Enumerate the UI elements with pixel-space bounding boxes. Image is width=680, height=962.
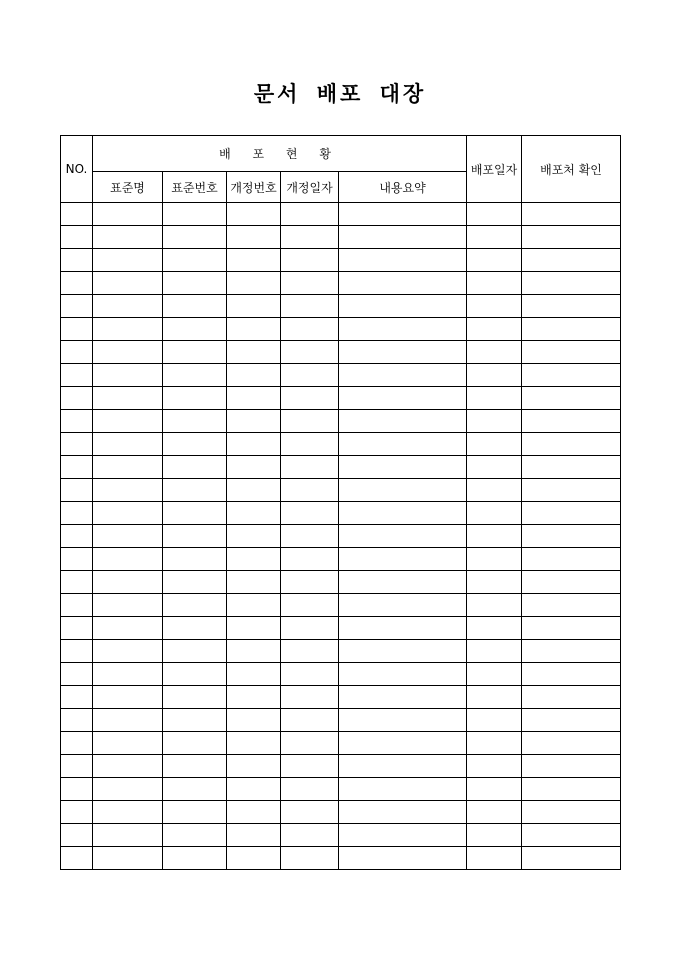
standard-number-cell[interactable]: [163, 295, 227, 318]
table-row: [61, 433, 621, 456]
standard-number-header: 표준번호: [163, 172, 227, 203]
revision-date-cell[interactable]: [281, 709, 339, 732]
standard-number-cell[interactable]: [163, 249, 227, 272]
revision-date-cell[interactable]: [281, 525, 339, 548]
standard-name-cell[interactable]: [93, 410, 163, 433]
revision-number-cell[interactable]: [227, 479, 281, 502]
recipient-confirm-cell[interactable]: [522, 617, 621, 640]
recipient-confirm-cell[interactable]: [522, 755, 621, 778]
page-title: 문서 배포 대장: [253, 81, 427, 106]
revision-date-cell[interactable]: [281, 364, 339, 387]
ledger-body: [61, 203, 621, 870]
standard-name-cell[interactable]: [93, 824, 163, 847]
standard-number-cell[interactable]: [163, 525, 227, 548]
standard-number-cell[interactable]: [163, 203, 227, 226]
revision-number-cell[interactable]: [227, 387, 281, 410]
distribution-date-cell[interactable]: [467, 824, 522, 847]
standard-number-cell[interactable]: [163, 341, 227, 364]
content-summary-cell[interactable]: [339, 364, 467, 387]
recipient-confirm-cell[interactable]: [522, 318, 621, 341]
table-row: [61, 663, 621, 686]
recipient-confirm-cell[interactable]: [522, 640, 621, 663]
recipient-confirm-cell[interactable]: [522, 709, 621, 732]
revision-date-cell[interactable]: [281, 847, 339, 870]
recipient-confirm-cell[interactable]: [522, 203, 621, 226]
revision-number-cell[interactable]: [227, 502, 281, 525]
no-cell[interactable]: [61, 663, 93, 686]
standard-number-cell[interactable]: [163, 755, 227, 778]
recipient-confirm-cell[interactable]: [522, 686, 621, 709]
distribution-date-cell[interactable]: [467, 364, 522, 387]
no-cell[interactable]: [61, 295, 93, 318]
table-row: [61, 732, 621, 755]
standard-name-cell[interactable]: [93, 502, 163, 525]
revision-number-cell[interactable]: [227, 663, 281, 686]
standard-number-cell[interactable]: [163, 778, 227, 801]
revision-date-cell[interactable]: [281, 594, 339, 617]
no-cell[interactable]: [61, 525, 93, 548]
standard-number-cell[interactable]: [163, 502, 227, 525]
recipient-confirm-cell[interactable]: [522, 824, 621, 847]
recipient-confirm-cell[interactable]: [522, 548, 621, 571]
distribution-date-cell[interactable]: [467, 295, 522, 318]
standard-number-cell[interactable]: [163, 801, 227, 824]
distribution-date-cell[interactable]: [467, 709, 522, 732]
revision-number-cell[interactable]: [227, 548, 281, 571]
table-row: [61, 456, 621, 479]
revision-number-cell[interactable]: [227, 847, 281, 870]
recipient-confirm-cell[interactable]: [522, 341, 621, 364]
standard-name-cell[interactable]: [93, 525, 163, 548]
no-cell[interactable]: [61, 433, 93, 456]
table-row: [61, 571, 621, 594]
distribution-date-cell[interactable]: [467, 617, 522, 640]
standard-number-cell[interactable]: [163, 387, 227, 410]
distribution-date-cell[interactable]: [467, 410, 522, 433]
table-row: [61, 387, 621, 410]
standard-number-cell[interactable]: [163, 226, 227, 249]
no-cell[interactable]: [61, 686, 93, 709]
recipient-confirm-cell[interactable]: [522, 249, 621, 272]
standard-number-cell[interactable]: [163, 824, 227, 847]
content-summary-cell[interactable]: [339, 410, 467, 433]
standard-number-cell[interactable]: [163, 456, 227, 479]
revision-date-cell[interactable]: [281, 640, 339, 663]
distribution-date-cell[interactable]: [467, 502, 522, 525]
distribution-date-cell[interactable]: [467, 571, 522, 594]
content-summary-cell[interactable]: [339, 249, 467, 272]
no-cell[interactable]: [61, 617, 93, 640]
distribution-date-cell[interactable]: [467, 640, 522, 663]
distribution-date-cell[interactable]: [467, 663, 522, 686]
recipient-confirm-cell[interactable]: [522, 410, 621, 433]
distribution-date-cell[interactable]: [467, 479, 522, 502]
revision-number-cell[interactable]: [227, 801, 281, 824]
revision-number-cell[interactable]: [227, 456, 281, 479]
no-cell[interactable]: [61, 755, 93, 778]
content-summary-header: 내용요약: [339, 172, 467, 203]
no-cell[interactable]: [61, 548, 93, 571]
revision-number-cell[interactable]: [227, 732, 281, 755]
revision-date-cell[interactable]: [281, 433, 339, 456]
revision-number-cell[interactable]: [227, 410, 281, 433]
recipient-confirm-cell[interactable]: [522, 594, 621, 617]
standard-name-cell[interactable]: [93, 755, 163, 778]
no-cell[interactable]: [61, 847, 93, 870]
distribution-date-cell[interactable]: [467, 226, 522, 249]
standard-number-cell[interactable]: [163, 410, 227, 433]
revision-date-cell[interactable]: [281, 755, 339, 778]
standard-name-cell[interactable]: [93, 272, 163, 295]
table-row: [61, 755, 621, 778]
content-summary-cell[interactable]: [339, 295, 467, 318]
content-summary-cell[interactable]: [339, 640, 467, 663]
revision-number-cell[interactable]: [227, 686, 281, 709]
revision-date-cell[interactable]: [281, 824, 339, 847]
content-summary-cell[interactable]: [339, 732, 467, 755]
revision-number-cell[interactable]: [227, 203, 281, 226]
content-summary-cell[interactable]: [339, 709, 467, 732]
standard-name-cell[interactable]: [93, 617, 163, 640]
table-row: [61, 203, 621, 226]
standard-number-cell[interactable]: [163, 272, 227, 295]
table-row: [61, 364, 621, 387]
recipient-confirm-cell[interactable]: [522, 272, 621, 295]
no-cell[interactable]: [61, 364, 93, 387]
revision-date-cell[interactable]: [281, 778, 339, 801]
recipient-confirm-cell[interactable]: [522, 525, 621, 548]
no-cell[interactable]: [61, 571, 93, 594]
standard-number-cell[interactable]: [163, 709, 227, 732]
recipient-confirm-cell[interactable]: [522, 663, 621, 686]
standard-number-cell[interactable]: [163, 686, 227, 709]
standard-name-cell[interactable]: [93, 778, 163, 801]
content-summary-cell[interactable]: [339, 433, 467, 456]
standard-number-cell[interactable]: [163, 571, 227, 594]
recipient-confirm-cell[interactable]: [522, 847, 621, 870]
content-summary-cell[interactable]: [339, 571, 467, 594]
no-cell[interactable]: [61, 249, 93, 272]
table-row: [61, 617, 621, 640]
content-summary-cell[interactable]: [339, 226, 467, 249]
revision-number-header: 개정번호: [227, 172, 281, 203]
table-row: [61, 249, 621, 272]
table-row: [61, 778, 621, 801]
no-cell[interactable]: [61, 341, 93, 364]
content-summary-cell[interactable]: [339, 617, 467, 640]
content-summary-cell[interactable]: [339, 594, 467, 617]
revision-date-cell[interactable]: [281, 387, 339, 410]
table-row: [61, 709, 621, 732]
revision-number-cell[interactable]: [227, 755, 281, 778]
distribution-date-cell[interactable]: [467, 433, 522, 456]
standard-number-cell[interactable]: [163, 732, 227, 755]
standard-number-cell[interactable]: [163, 433, 227, 456]
revision-date-cell[interactable]: [281, 410, 339, 433]
standard-number-cell[interactable]: [163, 847, 227, 870]
distribution-date-cell[interactable]: [467, 755, 522, 778]
standard-number-cell[interactable]: [163, 594, 227, 617]
standard-number-cell[interactable]: [163, 640, 227, 663]
distribution-date-cell[interactable]: [467, 341, 522, 364]
revision-number-cell[interactable]: [227, 295, 281, 318]
revision-date-cell[interactable]: [281, 272, 339, 295]
no-cell[interactable]: [61, 778, 93, 801]
distribution-date-cell[interactable]: [467, 203, 522, 226]
content-summary-cell[interactable]: [339, 525, 467, 548]
table-row: [61, 640, 621, 663]
standard-name-cell[interactable]: [93, 433, 163, 456]
revision-date-cell[interactable]: [281, 686, 339, 709]
content-summary-cell[interactable]: [339, 755, 467, 778]
no-cell[interactable]: [61, 203, 93, 226]
revision-number-cell[interactable]: [227, 640, 281, 663]
revision-number-cell[interactable]: [227, 617, 281, 640]
no-cell[interactable]: [61, 640, 93, 663]
content-summary-cell[interactable]: [339, 663, 467, 686]
no-cell[interactable]: [61, 226, 93, 249]
content-summary-cell[interactable]: [339, 272, 467, 295]
revision-date-cell[interactable]: [281, 203, 339, 226]
recipient-confirm-cell[interactable]: [522, 479, 621, 502]
standard-name-cell[interactable]: [93, 479, 163, 502]
no-cell[interactable]: [61, 732, 93, 755]
distribution-date-cell[interactable]: [467, 778, 522, 801]
table-row: [61, 410, 621, 433]
no-cell[interactable]: [61, 456, 93, 479]
revision-date-cell[interactable]: [281, 732, 339, 755]
standard-name-cell[interactable]: [93, 203, 163, 226]
standard-name-cell[interactable]: [93, 364, 163, 387]
table-row: [61, 479, 621, 502]
table-row: [61, 272, 621, 295]
revision-number-cell[interactable]: [227, 249, 281, 272]
distribution-date-cell[interactable]: [467, 847, 522, 870]
distribution-date-cell[interactable]: [467, 249, 522, 272]
standard-number-cell[interactable]: [163, 617, 227, 640]
standard-number-cell[interactable]: [163, 548, 227, 571]
revision-number-cell[interactable]: [227, 433, 281, 456]
revision-number-cell[interactable]: [227, 341, 281, 364]
standard-name-cell[interactable]: [93, 295, 163, 318]
revision-date-header: 개정일자: [281, 172, 339, 203]
table-row: [61, 502, 621, 525]
revision-number-cell[interactable]: [227, 594, 281, 617]
no-cell[interactable]: [61, 502, 93, 525]
content-summary-cell[interactable]: [339, 387, 467, 410]
table-row: [61, 847, 621, 870]
standard-number-cell[interactable]: [163, 364, 227, 387]
standard-number-cell[interactable]: [163, 479, 227, 502]
table-row: [61, 226, 621, 249]
standard-name-cell[interactable]: [93, 847, 163, 870]
revision-number-cell[interactable]: [227, 364, 281, 387]
recipient-confirm-cell[interactable]: [522, 226, 621, 249]
standard-number-cell[interactable]: [163, 663, 227, 686]
distribution-status-header: 배 포 현 황: [93, 136, 467, 172]
recipient-confirm-cell[interactable]: [522, 387, 621, 410]
recipient-confirm-cell[interactable]: [522, 295, 621, 318]
no-cell[interactable]: [61, 387, 93, 410]
revision-date-cell[interactable]: [281, 571, 339, 594]
content-summary-cell[interactable]: [339, 778, 467, 801]
table-row: [61, 801, 621, 824]
distribution-date-cell[interactable]: [467, 686, 522, 709]
standard-name-cell[interactable]: [93, 226, 163, 249]
no-cell[interactable]: [61, 594, 93, 617]
standard-name-cell[interactable]: [93, 640, 163, 663]
revision-date-cell[interactable]: [281, 226, 339, 249]
standard-number-cell[interactable]: [163, 318, 227, 341]
revision-number-cell[interactable]: [227, 318, 281, 341]
table-row: [61, 318, 621, 341]
no-cell[interactable]: [61, 479, 93, 502]
recipient-confirm-cell[interactable]: [522, 801, 621, 824]
table-row: [61, 824, 621, 847]
distribution-date-cell[interactable]: [467, 801, 522, 824]
content-summary-cell[interactable]: [339, 341, 467, 364]
distribution-ledger-table: [60, 135, 621, 870]
content-summary-cell[interactable]: [339, 686, 467, 709]
content-summary-cell[interactable]: [339, 824, 467, 847]
revision-date-cell[interactable]: [281, 341, 339, 364]
recipient-confirm-cell[interactable]: [522, 456, 621, 479]
distribution-date-cell[interactable]: [467, 594, 522, 617]
recipient-confirm-cell[interactable]: [522, 732, 621, 755]
standard-name-cell[interactable]: [93, 801, 163, 824]
recipient-confirm-cell[interactable]: [522, 433, 621, 456]
revision-number-cell[interactable]: [227, 778, 281, 801]
revision-date-cell[interactable]: [281, 318, 339, 341]
table-row: [61, 341, 621, 364]
content-summary-cell[interactable]: [339, 801, 467, 824]
content-summary-cell[interactable]: [339, 502, 467, 525]
distribution-date-header: 배포일자: [467, 136, 522, 203]
content-summary-cell[interactable]: [339, 203, 467, 226]
standard-name-cell[interactable]: [93, 318, 163, 341]
recipient-confirm-cell[interactable]: [522, 571, 621, 594]
standard-name-cell[interactable]: [93, 387, 163, 410]
distribution-date-cell[interactable]: [467, 318, 522, 341]
revision-date-cell[interactable]: [281, 617, 339, 640]
distribution-date-cell[interactable]: [467, 456, 522, 479]
no-header: NO.: [61, 136, 93, 203]
distribution-date-cell[interactable]: [467, 525, 522, 548]
revision-date-cell[interactable]: [281, 249, 339, 272]
revision-date-cell[interactable]: [281, 801, 339, 824]
distribution-date-cell[interactable]: [467, 548, 522, 571]
no-cell[interactable]: [61, 410, 93, 433]
revision-date-cell[interactable]: [281, 295, 339, 318]
no-cell[interactable]: [61, 318, 93, 341]
standard-name-cell[interactable]: [93, 732, 163, 755]
revision-number-cell[interactable]: [227, 824, 281, 847]
revision-date-cell[interactable]: [281, 456, 339, 479]
revision-number-cell[interactable]: [227, 571, 281, 594]
no-cell[interactable]: [61, 801, 93, 824]
revision-number-cell[interactable]: [227, 226, 281, 249]
revision-date-cell[interactable]: [281, 479, 339, 502]
standard-name-cell[interactable]: [93, 548, 163, 571]
no-cell[interactable]: [61, 709, 93, 732]
distribution-date-cell[interactable]: [467, 272, 522, 295]
recipient-confirm-header: 배포처 확인: [522, 136, 621, 203]
recipient-confirm-cell[interactable]: [522, 778, 621, 801]
standard-name-header: 표준명: [93, 172, 163, 203]
standard-name-cell[interactable]: [93, 249, 163, 272]
distribution-date-cell[interactable]: [467, 387, 522, 410]
table-row: [61, 686, 621, 709]
standard-name-cell[interactable]: [93, 594, 163, 617]
recipient-confirm-cell[interactable]: [522, 364, 621, 387]
revision-number-cell[interactable]: [227, 525, 281, 548]
table-row: [61, 295, 621, 318]
revision-number-cell[interactable]: [227, 272, 281, 295]
content-summary-cell[interactable]: [339, 456, 467, 479]
no-cell[interactable]: [61, 272, 93, 295]
standard-name-cell[interactable]: [93, 341, 163, 364]
content-summary-cell[interactable]: [339, 847, 467, 870]
content-summary-cell[interactable]: [339, 548, 467, 571]
standard-name-cell[interactable]: [93, 456, 163, 479]
revision-date-cell[interactable]: [281, 548, 339, 571]
content-summary-cell[interactable]: [339, 318, 467, 341]
distribution-date-cell[interactable]: [467, 732, 522, 755]
standard-name-cell[interactable]: [93, 709, 163, 732]
revision-date-cell[interactable]: [281, 502, 339, 525]
standard-name-cell[interactable]: [93, 663, 163, 686]
standard-name-cell[interactable]: [93, 686, 163, 709]
table-row: [61, 548, 621, 571]
content-summary-cell[interactable]: [339, 479, 467, 502]
recipient-confirm-cell[interactable]: [522, 502, 621, 525]
table-row: [61, 594, 621, 617]
revision-number-cell[interactable]: [227, 709, 281, 732]
standard-name-cell[interactable]: [93, 571, 163, 594]
no-cell[interactable]: [61, 824, 93, 847]
revision-date-cell[interactable]: [281, 663, 339, 686]
table-row: [61, 525, 621, 548]
